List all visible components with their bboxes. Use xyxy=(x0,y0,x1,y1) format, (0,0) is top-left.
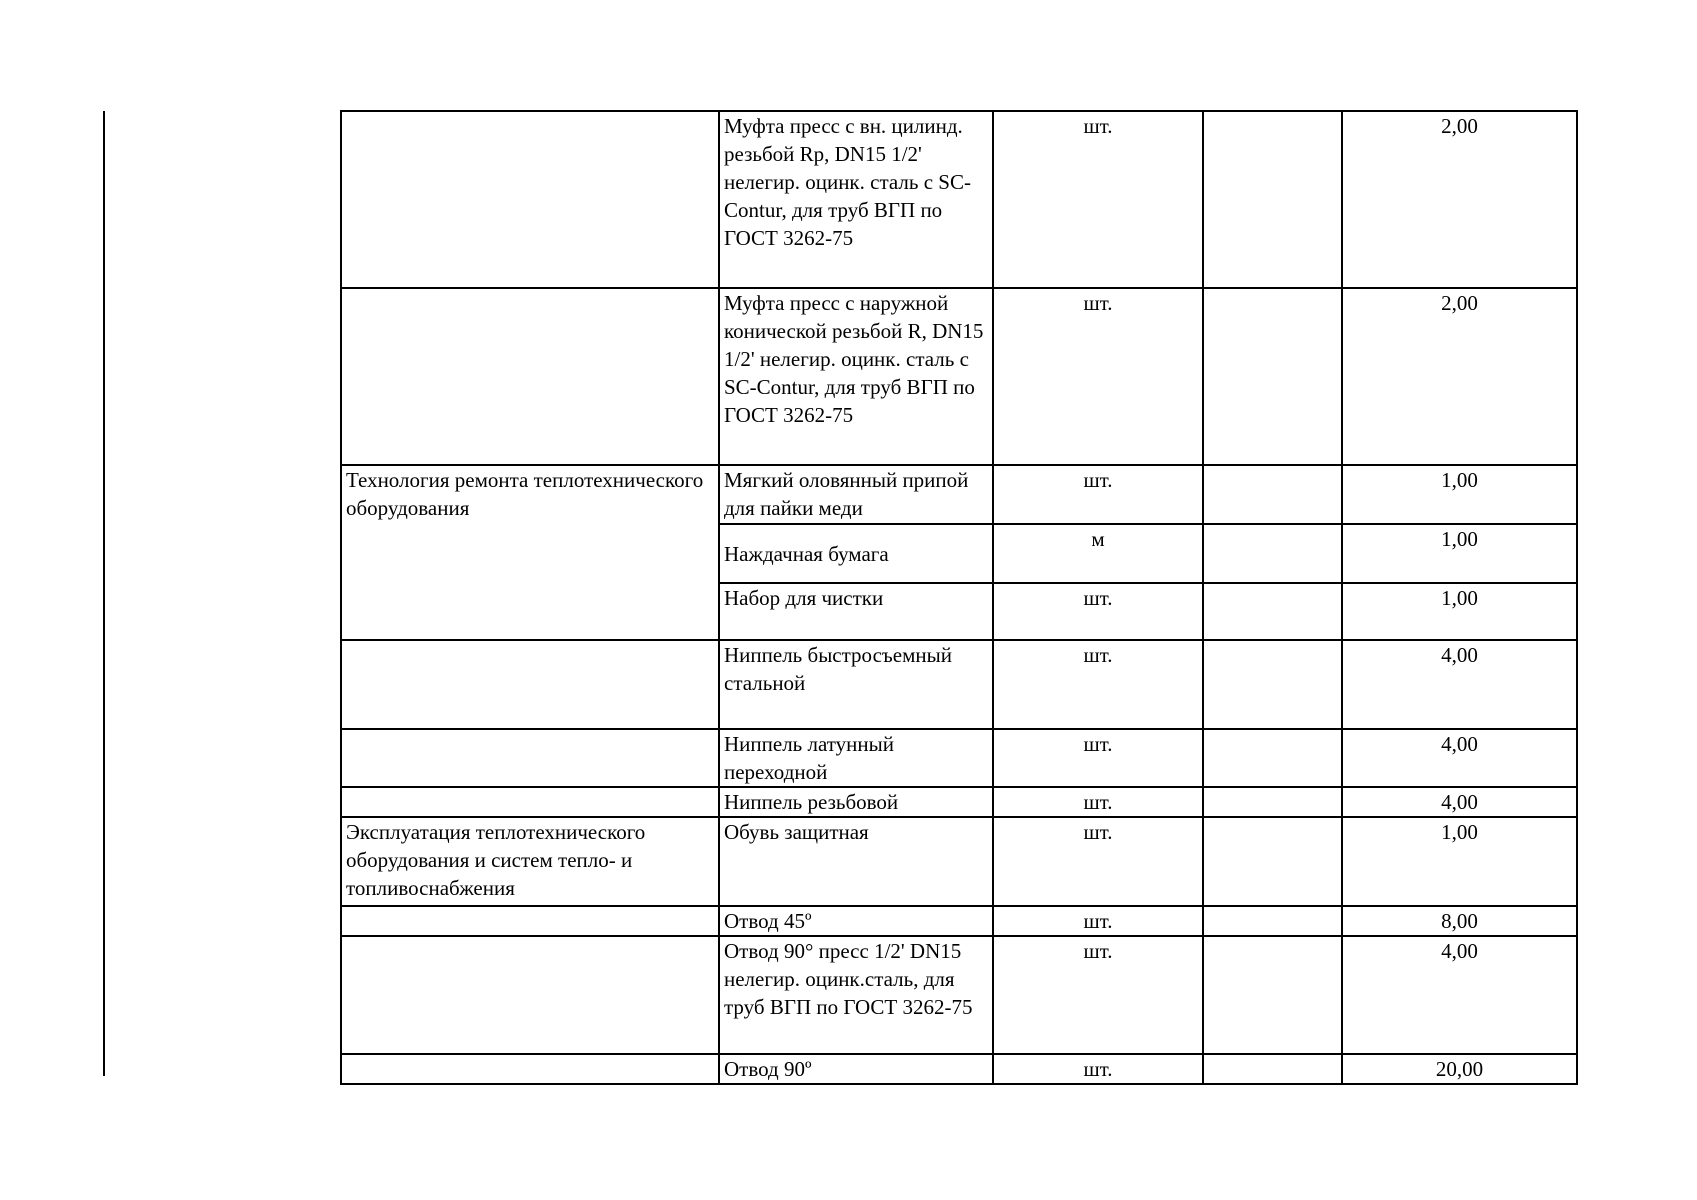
quantity-cell: 20,00 xyxy=(1342,1054,1577,1084)
item-name-cell: Ниппель быстросъемный стальной xyxy=(719,640,993,729)
section-cell xyxy=(341,1054,719,1084)
unit-cell: шт. xyxy=(993,787,1203,817)
quantity-cell: 2,00 xyxy=(1342,288,1577,465)
table-row xyxy=(341,640,1577,729)
section-cell: Эксплуатация теплотехнического оборудования и систем тепло- и топливоснабжения xyxy=(341,817,719,906)
table-row xyxy=(341,1054,1577,1084)
unit-cell: м xyxy=(993,524,1203,583)
table-row xyxy=(341,817,1577,906)
extra-cell xyxy=(1203,111,1342,288)
extra-cell xyxy=(1203,906,1342,936)
table-row xyxy=(341,111,1577,288)
section-cell xyxy=(341,640,719,729)
quantity-cell: 1,00 xyxy=(1342,465,1577,524)
materials-table xyxy=(340,110,1578,1085)
table-row xyxy=(341,787,1577,817)
extra-cell xyxy=(1203,524,1342,583)
item-name-cell: Мягкий оловянный припой для пайки меди xyxy=(719,465,993,524)
unit-cell: шт. xyxy=(993,817,1203,906)
item-name-cell: Отвод 90º xyxy=(719,1054,993,1084)
table-row xyxy=(341,729,1577,787)
item-name-cell: Ниппель резьбовой xyxy=(719,787,993,817)
table-row xyxy=(341,288,1577,465)
extra-cell xyxy=(1203,465,1342,524)
item-name-cell: Обувь защитная xyxy=(719,817,993,906)
section-cell xyxy=(341,288,719,465)
extra-cell xyxy=(1203,817,1342,906)
unit-cell: шт. xyxy=(993,729,1203,787)
table-row xyxy=(341,936,1577,1054)
item-name-cell: Набор для чистки xyxy=(719,583,993,640)
quantity-cell: 4,00 xyxy=(1342,787,1577,817)
section-cell xyxy=(341,111,719,288)
unit-cell: шт. xyxy=(993,906,1203,936)
unit-cell: шт. xyxy=(993,936,1203,1054)
section-cell xyxy=(341,906,719,936)
quantity-cell: 4,00 xyxy=(1342,729,1577,787)
quantity-cell: 8,00 xyxy=(1342,906,1577,936)
quantity-cell: 2,00 xyxy=(1342,111,1577,288)
unit-cell: шт. xyxy=(993,583,1203,640)
section-cell xyxy=(341,936,719,1054)
section-cell: Технология ремонта теплотехнического оборудования xyxy=(341,465,719,640)
section-cell xyxy=(341,729,719,787)
quantity-cell: 1,00 xyxy=(1342,524,1577,583)
item-name-cell: Ниппель латунный переходной xyxy=(719,729,993,787)
extra-cell xyxy=(1203,787,1342,817)
section-cell xyxy=(341,787,719,817)
quantity-cell: 4,00 xyxy=(1342,936,1577,1054)
unit-cell: шт. xyxy=(993,288,1203,465)
extra-cell xyxy=(1203,640,1342,729)
extra-cell xyxy=(1203,1054,1342,1084)
unit-cell: шт. xyxy=(993,111,1203,288)
quantity-cell: 1,00 xyxy=(1342,817,1577,906)
item-name-cell: Наждачная бумага xyxy=(719,524,993,583)
extra-cell xyxy=(1203,288,1342,465)
table-row xyxy=(341,465,1577,524)
item-name-cell: Отвод 90° пресс 1/2' DN15 нелегир. оцинк.сталь, для труб ВГП по ГОСТ 3262-75 xyxy=(719,936,993,1054)
extra-cell xyxy=(1203,936,1342,1054)
extra-cell xyxy=(1203,729,1342,787)
unit-cell: шт. xyxy=(993,465,1203,524)
extra-cell xyxy=(1203,583,1342,640)
item-name-cell: Муфта пресс с наружной конической резьбой R, DN15 1/2' нелегир. оцинк. сталь с SC-Contur, для труб ВГП по ГОСТ 3262-75 xyxy=(719,288,993,465)
unit-cell: шт. xyxy=(993,640,1203,729)
unit-cell: шт. xyxy=(993,1054,1203,1084)
item-name-cell: Отвод 45º xyxy=(719,906,993,936)
item-name-cell: Муфта пресс с вн. цилинд. резьбой Rp, DN15 1/2' нелегир. оцинк. сталь с SC-Contur, для труб ВГП по ГОСТ 3262-75 xyxy=(719,111,993,288)
left-margin-rule xyxy=(103,111,105,1076)
quantity-cell: 1,00 xyxy=(1342,583,1577,640)
quantity-cell: 4,00 xyxy=(1342,640,1577,729)
table-row xyxy=(341,906,1577,936)
